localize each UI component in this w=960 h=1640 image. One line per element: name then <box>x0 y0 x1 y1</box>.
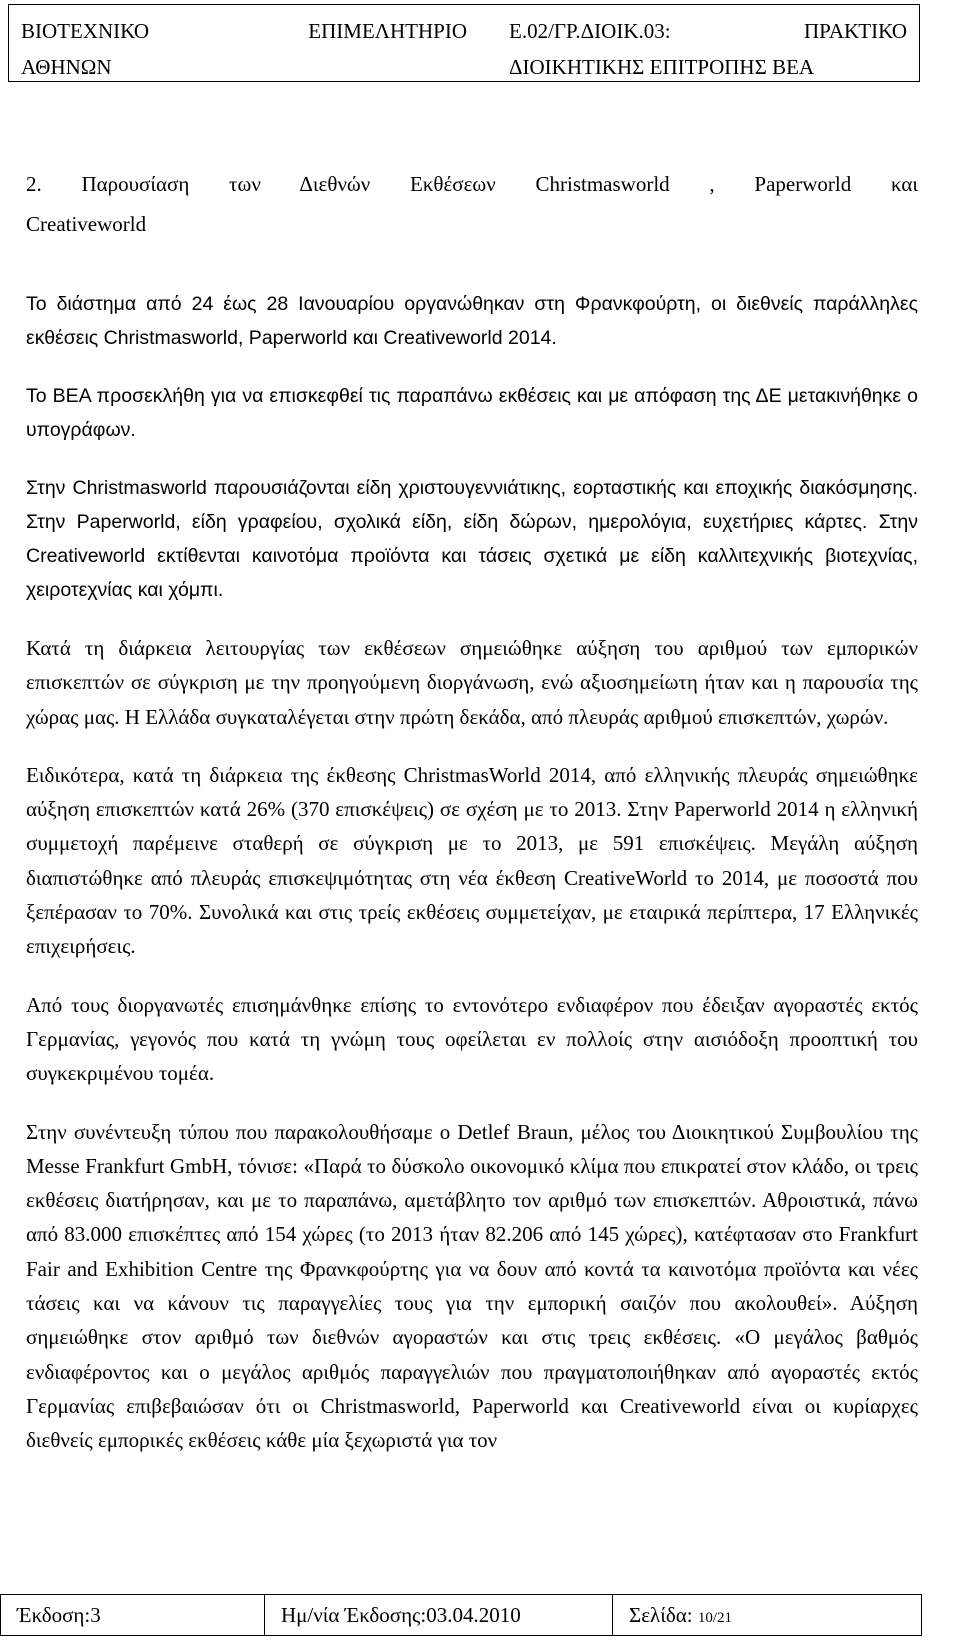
header-org-line2: ΑΘΗΝΩΝ <box>21 55 112 79</box>
paragraph-visitors: Κατά τη διάρκεια λειτουργίας των εκθέσεων σημειώθηκε αύξηση του αριθμού των εμπορικών επισκεπτών σε σύγκριση με την προηγούμενη διοργάνωση, ενώ αξιοσημείωτη ήταν και η παρουσία της χώρας μας. Η Ελλάδα συγκαταλέγεται στην πρώτη δεκάδα, από πλευράς αριθμού επισκεπτών, χωρών. <box>26 636 918 729</box>
header-document-code <box>479 5 919 81</box>
section-heading-line1: 2. Παρουσίαση των Διεθνών Εκθέσεων Christmasworld , Paperworld και <box>26 172 918 196</box>
paragraph-interest: Από τους διοργανωτές επισημάνθηκε επίσης το εντονότερο ενδιαφέρον που έδειξαν αγοραστές εκτός Γερμανίας, γεγονός που κατά τη γνώμη τους οφείλεται εν πολλοίς στην αισιόδοξη προοπτική του συγκεκριμένου τομέα. <box>26 992 918 1086</box>
header-code-line2: ΔΙΟΙΚΗΤΙΚΗΣ ΕΠΙΤΡΟΠΗΣ ΒΕΑ <box>509 55 815 79</box>
section-heading-line2: Creativeworld <box>26 212 147 236</box>
section-heading <box>26 164 918 244</box>
footer-page-label: Σελίδα: <box>629 1603 693 1627</box>
footer-page-number: 10/21 <box>697 1610 733 1626</box>
document-header <box>8 4 920 82</box>
footer-issue-date: Ημ/νία Έκδοσης:03.04.2010 <box>265 1595 613 1635</box>
footer-edition: Έκδοση:3 <box>1 1595 265 1635</box>
paragraph-invitation: Το ΒΕΑ προσεκλήθη για να επισκεφθεί τις παραπάνω εκθέσεις και με απόφαση της ΔΕ μετακινήθηκε ο υπογράφων. <box>26 385 918 441</box>
header-organization <box>9 5 479 81</box>
paragraph-dates: Το διάστημα από 24 έως 28 Ιανουαρίου οργανώθηκαν στη Φρανκφούρτη, οι διεθνείς παράλληλες εκθέσεις Christmasworld, Paperworld και Creativeworld 2014. <box>26 293 918 349</box>
document-body <box>26 287 918 1480</box>
header-org-line1: ΒΙΟΤΕΧΝΙΚΟ ΕΠΙΜΕΛΗΤΗΡΙΟ <box>21 19 467 43</box>
paragraph-press-conference: Στην συνέντευξη τύπου που παρακολουθήσαμε ο Detlef Braun, μέλος του Διοικητικού Συμβουλίου της Messe Frankfurt GmbH, τόνισε: «Παρά το δύσκολο οικονομικό κλίμα που επικρατεί στον κλάδο, οι τρεις εκθέσεις διατήρησαν, και με το παραπάνω, αμετάβλητο τον αριθμό των επισκεπτών. Αθροιστικά, πάνω από 83.000 επισκέπτες από 154 χώρες (το 2013 ήταν 82.206 από 145 χώρες), κατέφτασαν στο Frankfurt Fair and Exhibition Centre της Φρανκφούρτης για να δουν από κοντά τα καινοτόμα προϊόντα και νέες τάσεις και να κάνουν τις παραγγελίες τους για την εμπορική σαιζόν που ακολουθεί». Αύξηση σημειώθηκε στον αριθμό των διεθνών αγοραστών και στις τρεις εκθέσεις. «Ο μεγάλος βαθμός ενδιαφέροντος και ο μεγάλος αριθμός παραγγελιών που πραγματοποιήθηκαν από αγοραστές εκτός Γερμανίας επιβεβαιώσαν ότι οι Christmasworld, Paperworld και Creativeworld είναι οι κυρίαρχες διεθνείς εμπορικές εκθέσεις κάθε μία ξεχωριστά για τον <box>26 1119 918 1453</box>
paragraph-statistics: Ειδικότερα, κατά τη διάρκεια της έκθεσης ChristmasWorld 2014, από ελληνικής πλευράς σημειώθηκε αύξηση επισκεπτών κατά 26% (370 επισκέψεις) σε σχέση με το 2013. Στην Paperworld 2014 η ελληνική συμμετοχή παρέμεινε σταθερή σε σύγκριση με το 2013, με 591 επισκέψεις. Μεγάλη αύξηση διαπιστώθηκε από πλευράς επισκεψιμότητας στη νέα έκθεση CreativeWorld το 2014, με ποσοστά που ξεπέρασαν το 70%. Συνολικά και στις τρείς εκθέσεις συμμετείχαν, με εταιρικά περίπτερα, 17 Ελληνικές επιχειρήσεις. <box>26 762 918 959</box>
paragraph-exhibitions: Στην Christmasworld παρουσιάζονται είδη χριστουγεννιάτικης, εορταστικής και εποχικής διακόσμησης. Στην Paperworld, είδη γραφείου, σχολικά είδη, είδη δώρων, ημερολόγια, ευχετήριες κάρτες. Στην Creativeworld εκτίθενται καινοτόμα προϊόντα και τάσεις σχετικά με είδη καλλιτεχνικής βιοτεχνίας, χειροτεχνίας και χόμπι. <box>26 477 918 601</box>
header-code-line1: Ε.02/ΓΡ.ΔΙΟΙΚ.03: ΠΡΑΚΤΙΚΟ <box>509 19 907 43</box>
footer-page <box>613 1595 921 1635</box>
document-footer <box>0 1594 922 1636</box>
